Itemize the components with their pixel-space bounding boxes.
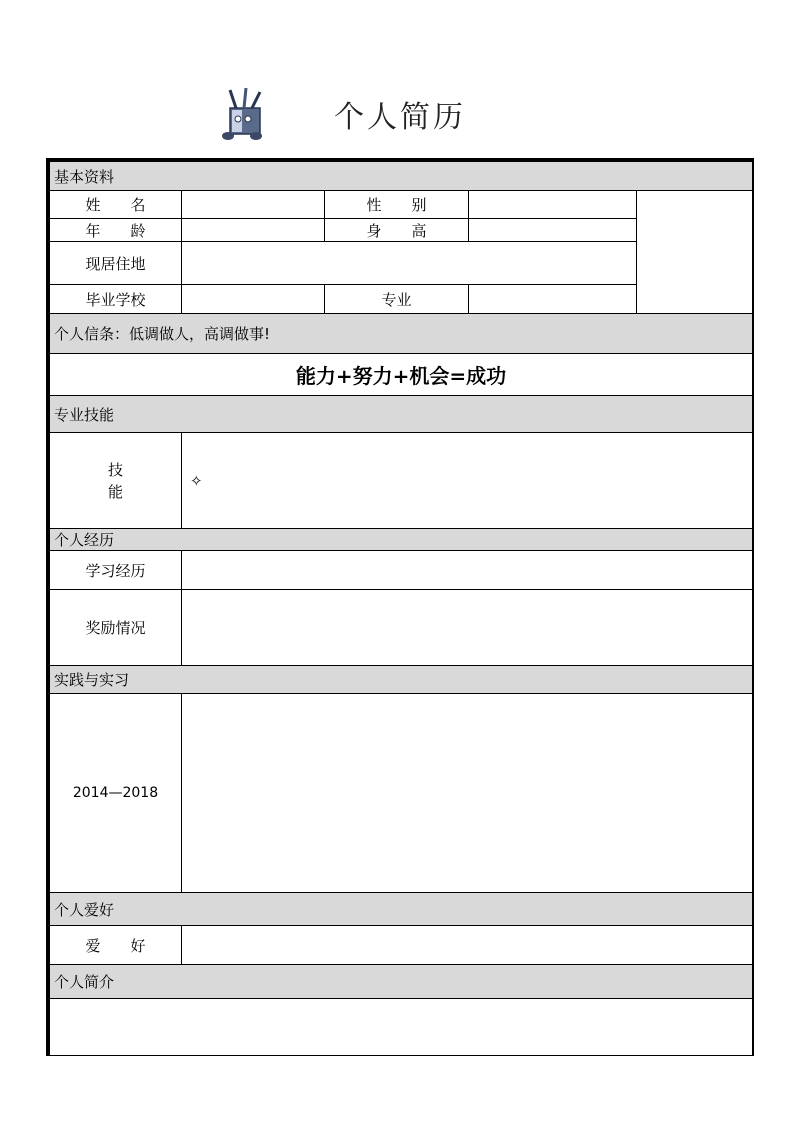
motto-text: 能力+努力+机会=成功: [49, 353, 753, 396]
value-hobby[interactable]: [181, 925, 753, 965]
page-title: 个人简历: [334, 100, 466, 135]
label-gender: 性 别: [324, 190, 469, 219]
value-address[interactable]: [181, 241, 637, 285]
photo-box[interactable]: [636, 190, 753, 314]
value-age[interactable]: [181, 218, 325, 242]
value-intro[interactable]: [49, 998, 753, 1056]
value-study[interactable]: [181, 550, 753, 590]
value-name[interactable]: [181, 190, 325, 219]
section-experience: 个人经历: [49, 528, 753, 551]
label-address: 现居住地: [49, 241, 182, 285]
label-major: 专业: [324, 284, 469, 314]
label-hobby: 爱 好: [49, 925, 182, 965]
section-motto-header: 个人信条：低调做人，高调做事!: [49, 313, 753, 354]
section-basic: 基本资料: [49, 161, 753, 191]
label-school: 毕业学校: [49, 284, 182, 314]
section-intro: 个人简介: [49, 964, 753, 999]
skill-label-char-1: 技: [107, 460, 123, 479]
pencil-cup-icon: [216, 86, 270, 142]
sparkle-bullet-icon: ✧: [190, 471, 203, 490]
label-height: 身 高: [324, 218, 469, 242]
value-practice[interactable]: [181, 693, 753, 893]
label-awards: 奖励情况: [49, 589, 182, 666]
value-gender[interactable]: [468, 190, 637, 219]
label-name: 姓 名: [49, 190, 182, 219]
label-study: 学习经历: [49, 550, 182, 590]
value-major[interactable]: [468, 284, 637, 314]
section-practice: 实践与实习: [49, 665, 753, 694]
value-school[interactable]: [181, 284, 325, 314]
value-skills[interactable]: [181, 432, 753, 529]
section-skills: 专业技能: [49, 395, 753, 433]
label-age: 年 龄: [49, 218, 182, 242]
label-period: 2014—2018: [49, 693, 182, 893]
section-hobby: 个人爱好: [49, 892, 753, 926]
value-height[interactable]: [468, 218, 637, 242]
skill-label-char-2: 能: [107, 482, 123, 501]
label-skills: [49, 432, 182, 529]
value-awards[interactable]: [181, 589, 753, 666]
